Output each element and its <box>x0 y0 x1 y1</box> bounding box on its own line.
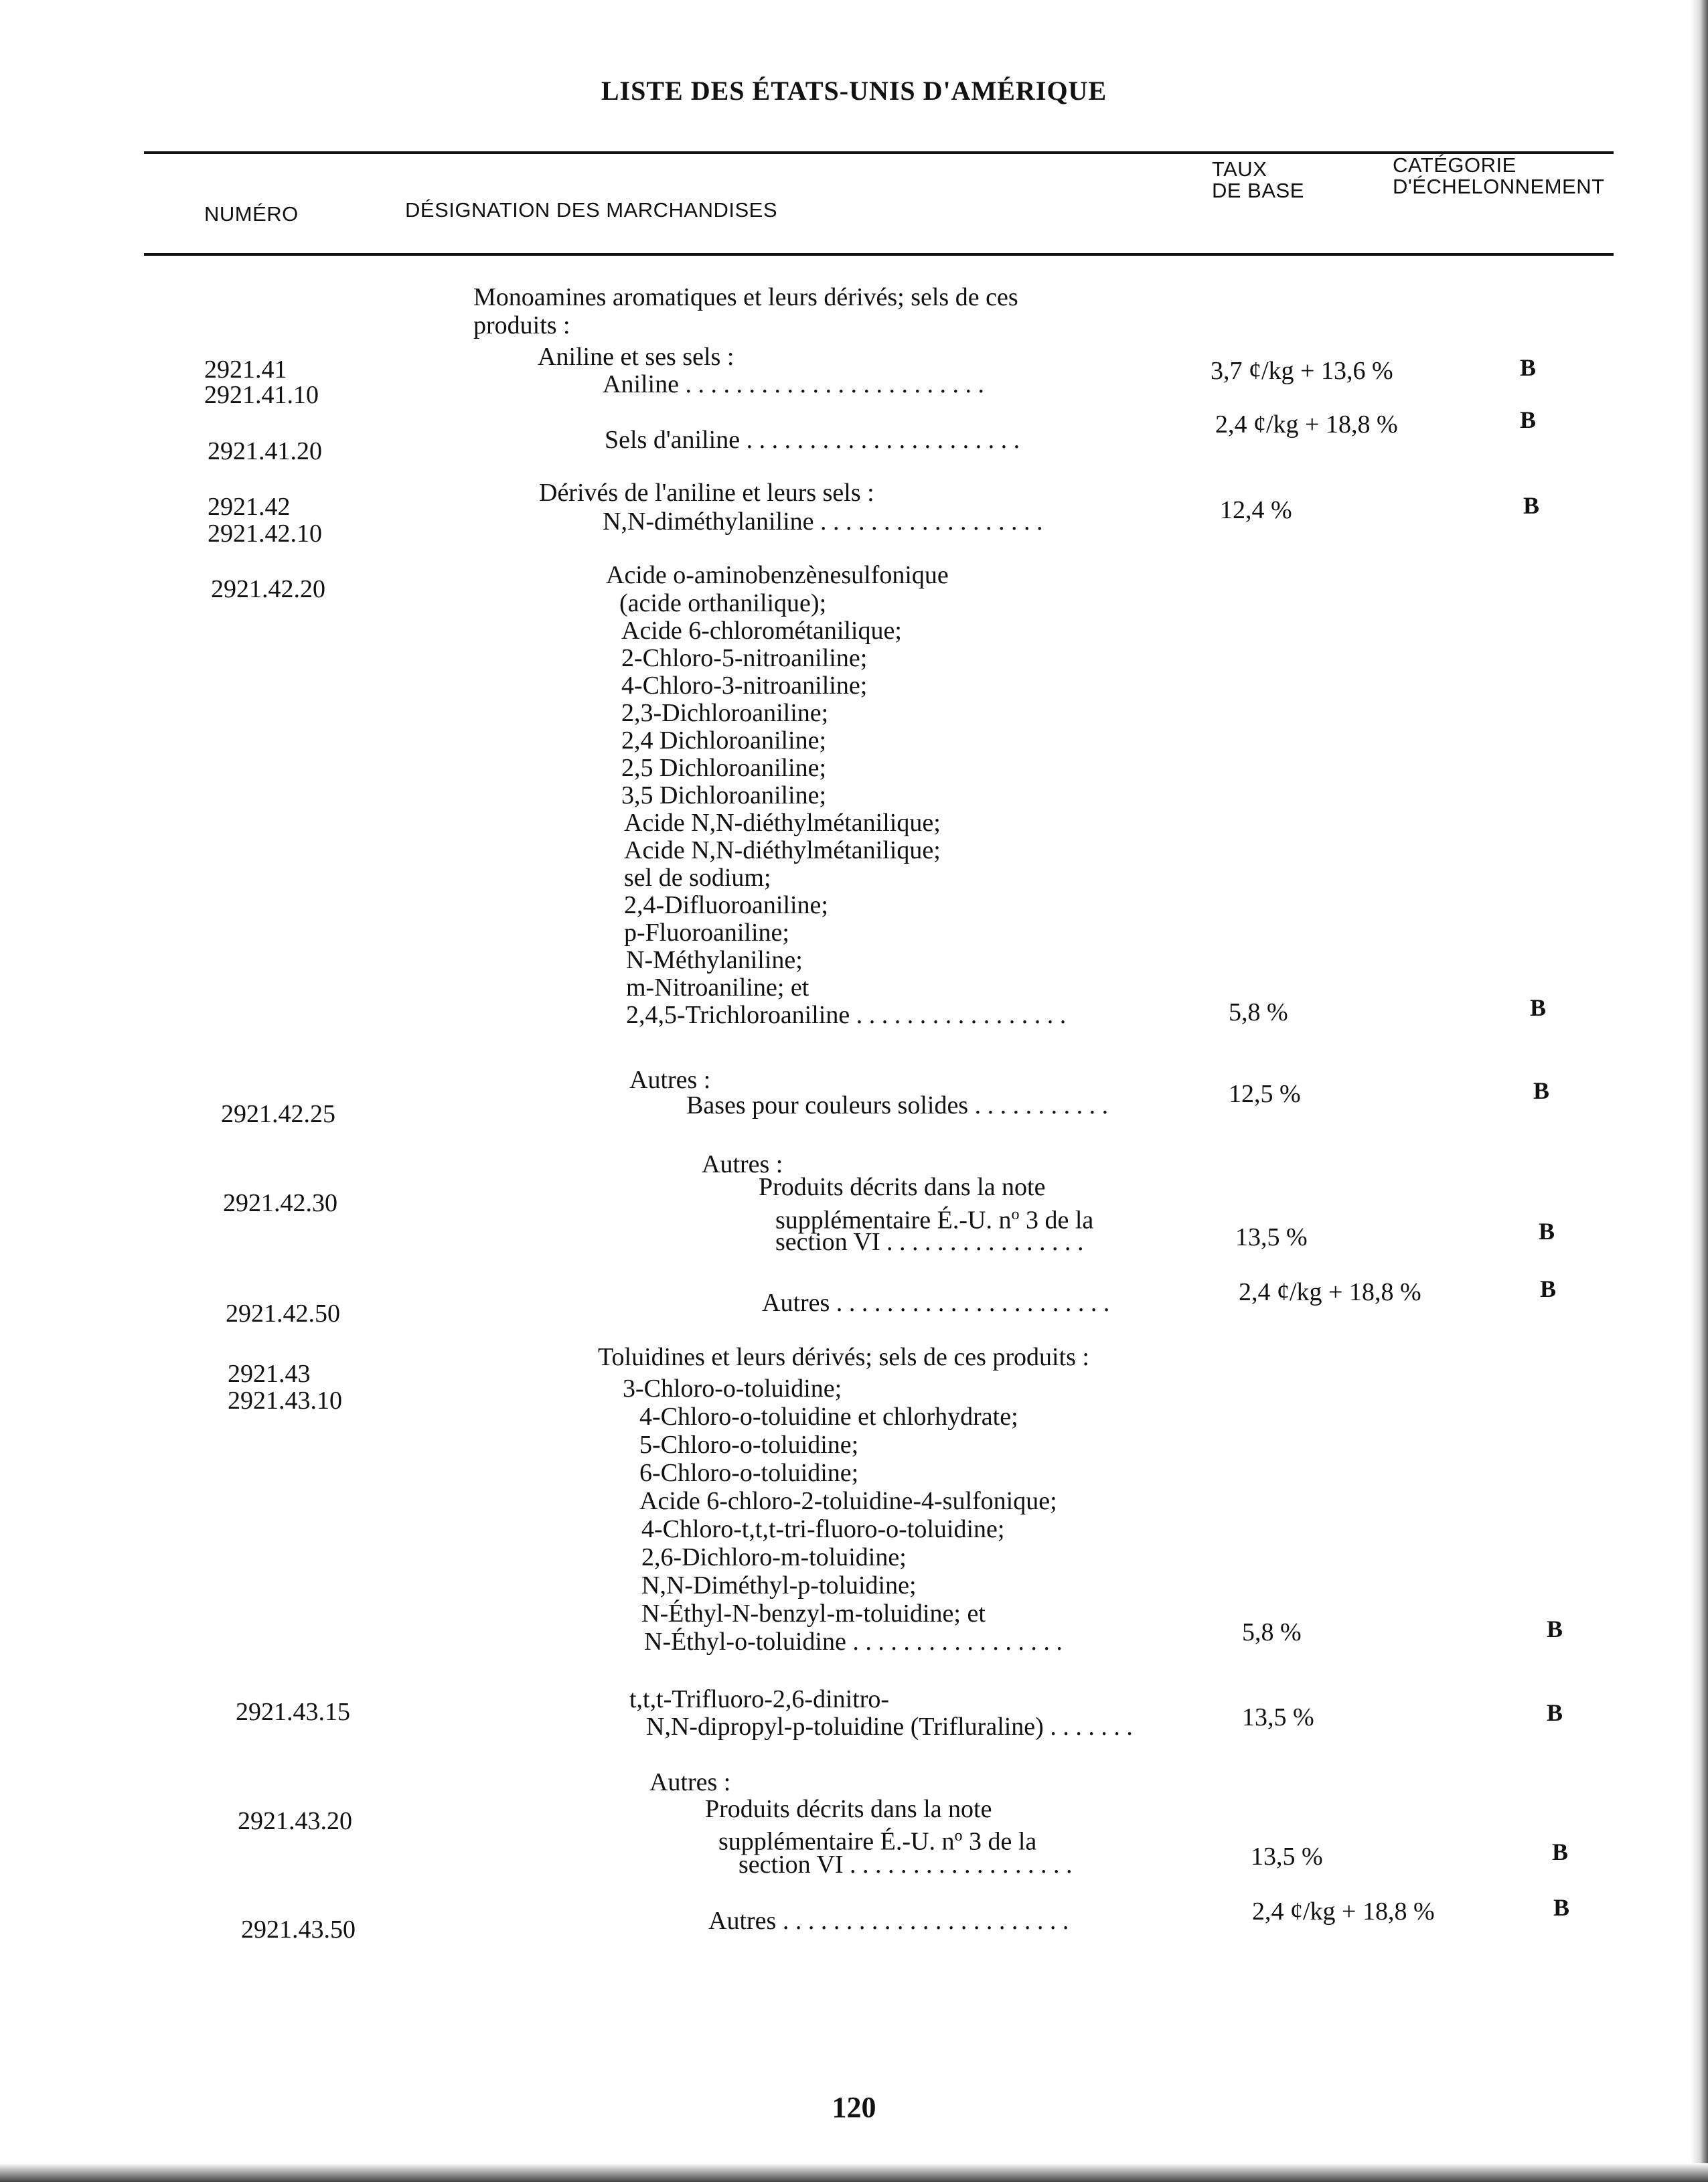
staging-category: B <box>1547 1616 1563 1642</box>
staging-category: B <box>1547 1699 1563 1726</box>
staging-category: B <box>1523 492 1540 519</box>
tariff-description-line: Produits décrits dans la note <box>705 1795 992 1823</box>
base-rate: 2,4 ¢/kg + 18,8 % <box>1239 1278 1421 1306</box>
header-numero: NUMÉRO <box>204 202 299 226</box>
scan-shadow-right <box>1691 0 1708 2182</box>
tariff-number: 2921.42.20 <box>211 575 325 603</box>
tariff-number: 2921.43 <box>228 1360 311 1388</box>
tariff-description: Toluidines et leurs dérivés; sels de ces produits : <box>598 1343 1089 1371</box>
base-rate: 12,5 % <box>1229 1080 1301 1108</box>
tariff-description-line: section VI . . . . . . . . . . . . . . . . <box>775 1228 1084 1256</box>
tariff-description-line: Acide o-aminobenzènesulfonique <box>606 561 949 589</box>
tariff-description-line: Acide N,N-diéthylmétanilique; <box>624 836 941 864</box>
base-rate: 5,8 % <box>1242 1618 1302 1646</box>
tariff-description: Aniline . . . . . . . . . . . . . . . . . . . . . . . . <box>603 370 984 398</box>
subheading-autres: Autres : <box>702 1150 783 1178</box>
tariff-description-line: 2-Chloro-5-nitroaniline; <box>621 644 868 672</box>
tariff-description-line: 2,4,5-Trichloroaniline . . . . . . . . . . . . . . . . . <box>626 1001 1067 1029</box>
tariff-description-line: 4-Chloro-3-nitroaniline; <box>621 672 868 700</box>
tariff-description-line: 2,3-Dichloroaniline; <box>621 699 829 727</box>
tariff-number: 2921.42 <box>208 493 291 521</box>
subheading-autres: Autres : <box>629 1066 711 1094</box>
tariff-description-line: m-Nitroaniline; et <box>626 973 809 1002</box>
base-rate: 13,5 % <box>1235 1223 1308 1251</box>
tariff-number: 2921.42.25 <box>221 1100 335 1128</box>
staging-category: B <box>1520 406 1537 433</box>
tariff-description-line: Produits décrits dans la note <box>759 1173 1046 1201</box>
tariff-number: 2921.43.50 <box>241 1916 356 1944</box>
tariff-description-line: N-Éthyl-N-benzyl-m-toluidine; et <box>641 1600 986 1628</box>
base-rate: 13,5 % <box>1251 1843 1323 1871</box>
header-designation: DÉSIGNATION DES MARCHANDISES <box>405 198 778 222</box>
superscript: o <box>954 1827 963 1845</box>
staging-category: B <box>1533 1077 1550 1104</box>
tariff-description-line: 4-Chloro-o-toluidine et chlorhydrate; <box>639 1403 1018 1431</box>
tariff-number: 2921.42.50 <box>226 1300 340 1328</box>
tariff-description-line: 6-Chloro-o-toluidine; <box>639 1459 859 1487</box>
tariff-description-line: (acide orthanilique); <box>619 589 827 617</box>
staging-category: B <box>1530 994 1547 1021</box>
tariff-description-line: 2,5 Dichloroaniline; <box>621 754 827 782</box>
tariff-number: 2921.41.20 <box>208 437 322 465</box>
tariff-number: 2921.42.10 <box>208 520 322 548</box>
tariff-description: Sels d'aniline . . . . . . . . . . . . . . . . . . . . . . <box>605 426 1020 454</box>
tariff-number: 2921.41.10 <box>204 381 319 409</box>
page-title: LISTE DES ÉTATS-UNIS D'AMÉRIQUE <box>601 76 1107 106</box>
base-rate: 2,4 ¢/kg + 18,8 % <box>1215 410 1398 439</box>
page-number: 120 <box>832 2091 876 2124</box>
tariff-description: Dérivés de l'aniline et leurs sels : <box>539 479 874 507</box>
section-heading: Monoamines aromatiques et leurs dérivés; sels de ces <box>473 283 1018 311</box>
tariff-number: 2921.43.15 <box>236 1698 350 1726</box>
tariff-description-line: 5-Chloro-o-toluidine; <box>639 1431 859 1459</box>
header-bottom-rule <box>144 253 1614 256</box>
tariff-description-line: 2,4 Dichloroaniline; <box>621 726 827 755</box>
section-heading-cont: produits : <box>473 311 570 339</box>
tariff-description-line: 2,4-Difluoroaniline; <box>624 891 828 919</box>
base-rate: 12,4 % <box>1220 496 1292 524</box>
header-categorie-line2: D'ÉCHELONNEMENT <box>1393 175 1605 198</box>
tariff-description-line: p-Fluoroaniline; <box>624 919 789 947</box>
subheading-autres: Autres : <box>649 1768 731 1796</box>
staging-category: B <box>1552 1839 1569 1865</box>
tariff-description: Aniline et ses sels : <box>538 343 734 371</box>
base-rate: 5,8 % <box>1229 998 1288 1026</box>
base-rate: 2,4 ¢/kg + 18,8 % <box>1252 1897 1435 1926</box>
tariff-description-line: N-Éthyl-o-toluidine . . . . . . . . . . . . . . . . . <box>644 1628 1063 1656</box>
tariff-description-line: N,N-Diméthyl-p-toluidine; <box>641 1571 917 1600</box>
tariff-description-line: Acide 6-chloro-2-toluidine-4-sulfonique; <box>639 1487 1057 1515</box>
tariff-number: 2921.41 <box>204 356 287 384</box>
tariff-description-line: supplémentaire É.-U. $n^o$ 3 de la <box>775 1206 1094 1235</box>
header-categorie-line1: CATÉGORIE <box>1393 153 1517 177</box>
tariff-description: Bases pour couleurs solides . . . . . . . . . . . <box>686 1091 1109 1119</box>
tariff-description-line: t,t,t-Trifluoro-2,6-dinitro- <box>629 1685 890 1713</box>
header-taux-line2: DE BASE <box>1212 179 1304 202</box>
staging-category: B <box>1553 1894 1570 1921</box>
tariff-description-line: 3-Chloro-o-toluidine; <box>623 1375 842 1403</box>
base-rate: 13,5 % <box>1242 1703 1314 1731</box>
tariff-description-line: 3,5 Dichloroaniline; <box>621 781 827 809</box>
staging-category: B <box>1520 354 1537 381</box>
tariff-description: Autres . . . . . . . . . . . . . . . . . . . . . . . <box>708 1907 1069 1935</box>
tariff-description: Autres . . . . . . . . . . . . . . . . . . . . . . <box>762 1289 1110 1317</box>
tariff-number: 2921.43.10 <box>228 1387 342 1415</box>
tariff-description-line: N,N-dipropyl-p-toluidine (Trifluraline) . . . . . . . <box>646 1713 1133 1741</box>
tariff-description-line: supplémentaire É.-U. $n^o$ 3 de la <box>718 1827 1037 1856</box>
tariff-description-line: 2,6-Dichloro-m-toluidine; <box>641 1543 907 1571</box>
scan-shadow-bottom <box>0 2163 1708 2182</box>
base-rate: 3,7 ¢/kg + 13,6 % <box>1211 357 1393 385</box>
tariff-number: 2921.43.20 <box>238 1807 352 1835</box>
tariff-number: 2921.42.30 <box>223 1189 337 1217</box>
header-taux-line1: TAUX <box>1212 157 1267 181</box>
tariff-description-line: section VI . . . . . . . . . . . . . . . . . . <box>739 1851 1073 1879</box>
staging-category: B <box>1540 1275 1557 1302</box>
staging-category: B <box>1539 1218 1555 1245</box>
tariff-description-line: N-Méthylaniline; <box>626 946 803 974</box>
superscript: o <box>1011 1206 1020 1223</box>
tariff-description: N,N-diméthylaniline . . . . . . . . . . . . . . . . . . <box>603 508 1043 536</box>
tariff-description-line: 4-Chloro-t,t,t-tri-fluoro-o-toluidine; <box>641 1515 1005 1543</box>
tariff-description-line: Acide N,N-diéthylmétanilique; <box>624 809 941 837</box>
tariff-description-line: Acide 6-chlorométanilique; <box>621 617 902 645</box>
tariff-description-line: sel de sodium; <box>624 864 771 892</box>
